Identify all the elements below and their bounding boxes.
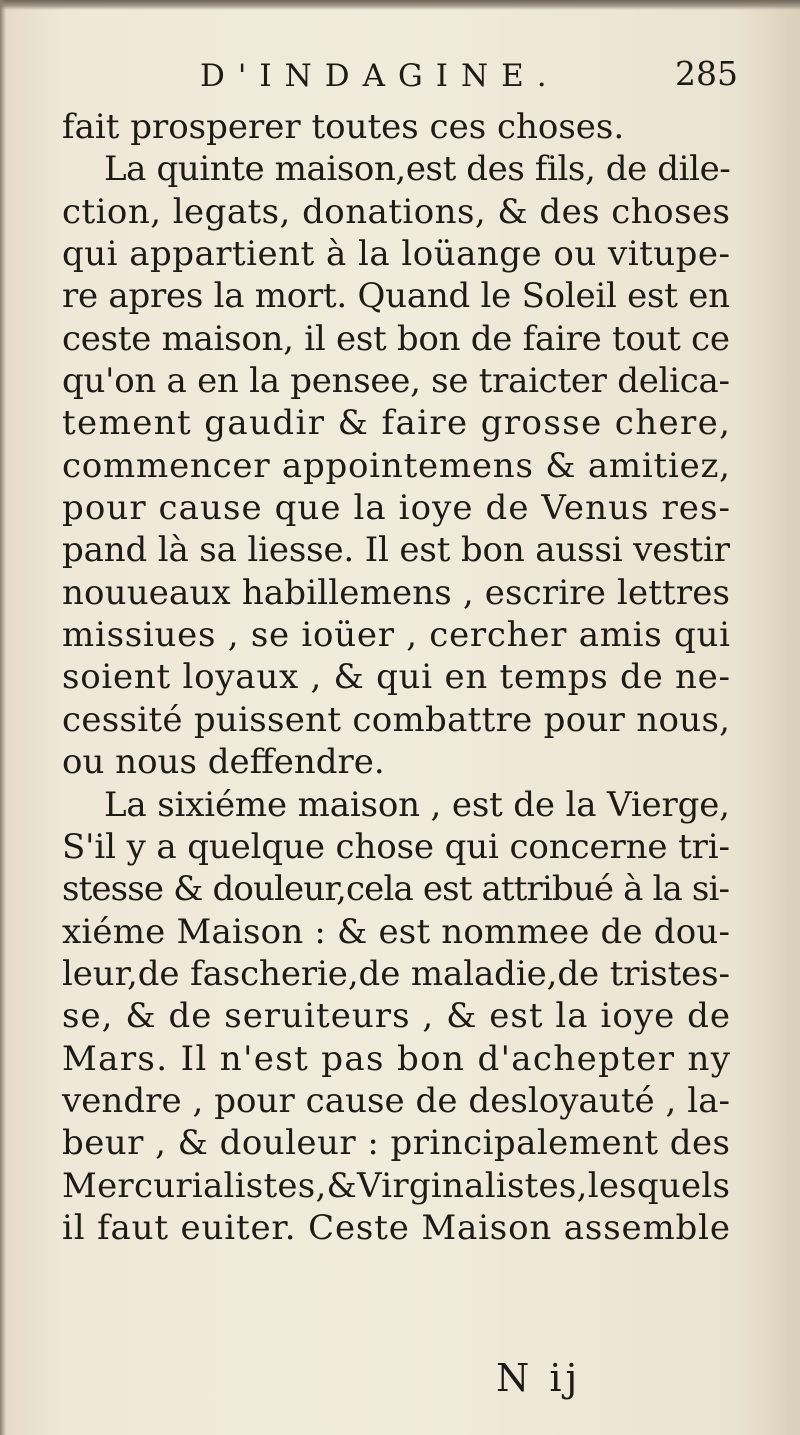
text-line: Mercurialistes,&Virginalistes,lesquels (62, 1165, 731, 1206)
body-text (62, 106, 730, 1249)
text-line: xiéme Maison : & est nommee de dou- (62, 911, 731, 952)
text-line: leur,de fascherie,de maladie,de tristes- (62, 953, 730, 994)
page-gutter-shadow (0, 0, 6, 1435)
text-line: soient loyaux , & qui en temps de ne- (62, 657, 731, 698)
page-header (60, 52, 740, 102)
text-line: il faut euiter. Ceste Maison assemble (62, 1207, 731, 1248)
text-line: Mars. Il n'est pas bon d'achepter ny (62, 1038, 732, 1079)
text-line: tement gaudir & faire grosse chere, (62, 403, 732, 444)
text-line: vendre , pour cause de desloyauté , la- (62, 1080, 731, 1121)
text-line: qui appartient à la loüange ou vitupe- (62, 234, 731, 275)
text-line: S'il y a quelque chose qui concerne tri- (62, 826, 730, 867)
text-line: stesse & douleur,cela est attribué à la si- (62, 869, 730, 910)
text-line: pour cause que la ioye de Venus res- (62, 488, 732, 529)
text-line: missiues , se ioüer , cercher amis qui (62, 615, 731, 656)
text-line: ction, legats, donations, & des choses (62, 191, 731, 232)
text-line: ceste maison, il est bon de faire tout ce (62, 318, 730, 359)
text-line: pand là sa liesse. Il est bon aussi vestir (62, 530, 730, 571)
text-line: cessité puissent combattre pour nous, (62, 699, 731, 740)
page-top-edge (0, 0, 800, 10)
page-number: 285 (675, 54, 738, 93)
text-line: commencer appointemens & amitiez, (62, 445, 731, 486)
text-line: se, & de seruiteurs , & est la ioye de (62, 996, 732, 1037)
text-line: re apres la mort. Quand le Soleil est en (62, 276, 730, 317)
text-line: qu'on a en la pensee, se traicter delica- (62, 361, 730, 402)
text-line: La quinte maison,est des fils, de dile- (104, 149, 731, 190)
text-line: La sixiéme maison , est de la Vierge, (104, 784, 730, 825)
running-title: D'INDAGINE. (200, 58, 560, 94)
signature-mark: N ij (496, 1356, 582, 1400)
text-line: nouueaux habillemens , escrire lettres (62, 572, 731, 613)
text-line: beur , & douleur : principalement des (62, 1123, 731, 1164)
text-line: fait prosperer toutes ces choses. (62, 107, 625, 147)
text-line: ou nous deffendre. (62, 742, 385, 783)
